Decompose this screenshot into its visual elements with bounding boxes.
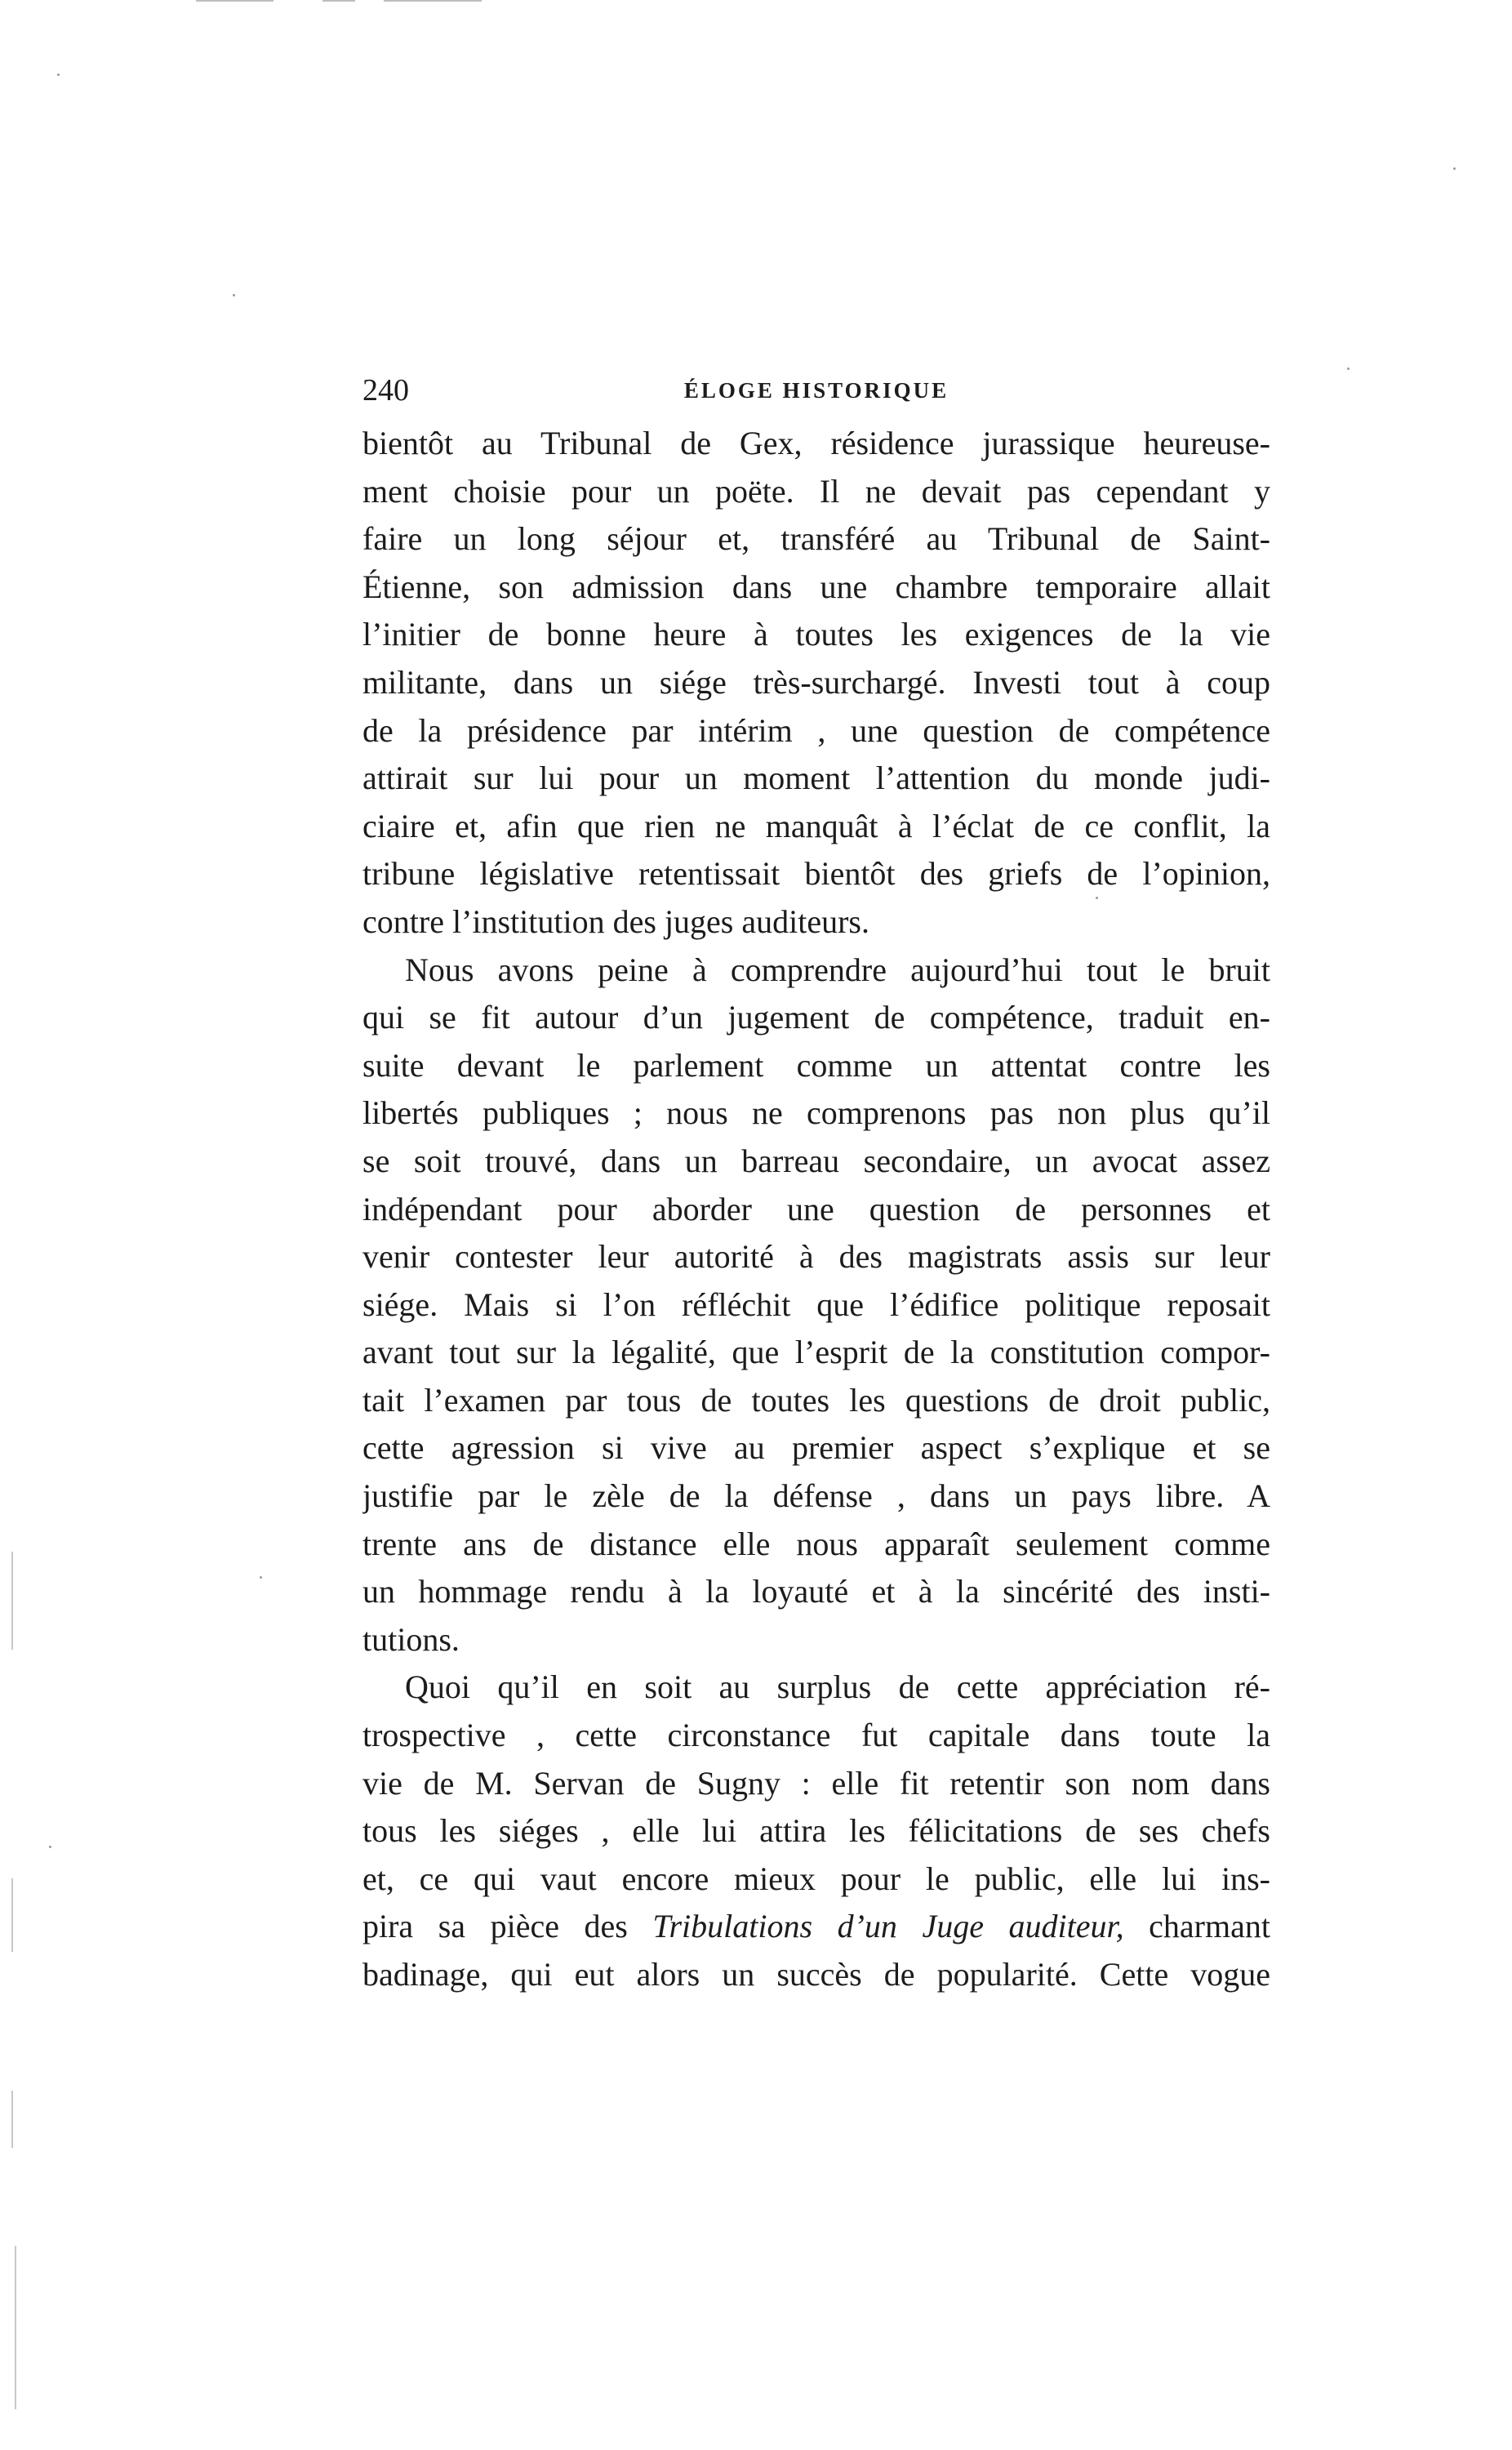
margin-mark <box>11 1552 13 1650</box>
text-line: Nous avons peine à comprendre aujourd’hui tout le bruit <box>405 951 1270 988</box>
text-line: tutions. <box>362 1620 460 1658</box>
text-line: faire un long séjour et, transféré au Tribunal de Saint- <box>362 520 1270 558</box>
text-line-with-title <box>362 1903 1270 1951</box>
text-line: badinage, qui eut alors un succès de popularité. Cette vogue <box>362 1956 1270 1993</box>
top-edge-rule <box>196 0 273 2</box>
scan-speck <box>233 294 235 296</box>
text-segment: pira sa pièce des <box>362 1908 653 1945</box>
top-edge-rule <box>384 0 482 2</box>
text-line: un hommage rendu à la loyauté et à la sincérité des insti- <box>362 1573 1270 1610</box>
text-line: de la présidence par intérim , une question de compétence <box>362 711 1270 749</box>
text-line: siége. Mais si l’on réfléchit que l’édifice politique reposait <box>362 1285 1270 1323</box>
scan-speck <box>260 1576 262 1579</box>
text-segment: charmant <box>1123 1908 1270 1945</box>
margin-mark <box>11 2091 13 2148</box>
text-line: libertés publiques ; nous ne comprenons pas non plus qu’il <box>362 1094 1270 1132</box>
text-line: contre l’institution des juges auditeurs. <box>362 902 869 940</box>
text-line: trente ans de distance elle nous apparaît seulement comme <box>362 1525 1270 1562</box>
text-line: venir contester leur autorité à des magistrats assis sur leur <box>362 1238 1270 1276</box>
text-line: tous les siéges , elle lui attira les félicitations de ses chefs <box>362 1812 1270 1850</box>
body-text <box>362 420 1270 1999</box>
text-line: trospective , cette circonstance fut capitale dans toute la <box>362 1717 1270 1754</box>
scan-speck <box>1453 167 1456 170</box>
text-line: attirait sur lui pour un moment l’attention du monde judi- <box>362 760 1270 797</box>
running-head <box>362 369 1270 412</box>
text-line: tribune législative retentissait bientôt des griefs de l’opinion, <box>362 855 1270 893</box>
text-line: Quoi qu’il en soit au surplus de cette appréciation ré- <box>405 1668 1270 1706</box>
text-line: l’initier de bonne heure à toutes les exigences de la vie <box>362 616 1270 653</box>
running-title: ÉLOGE HISTORIQUE <box>683 378 949 403</box>
scan-speck <box>1347 368 1350 370</box>
text-line: indépendant pour aborder une question de personnes et <box>362 1190 1270 1227</box>
text-line: Étienne, son admission dans une chambre temporaire allait <box>362 568 1270 605</box>
text-line: avant tout sur la légalité, que l’esprit de la constitution compor- <box>362 1334 1270 1371</box>
margin-mark <box>11 1878 13 1952</box>
text-line: vie de M. Servan de Sugny : elle fit retentir son nom dans <box>362 1764 1270 1802</box>
text-line: ciaire et, afin que rien ne manquât à l’éclat de ce conflit, la <box>362 807 1270 844</box>
text-line: qui se fit autour d’un jugement de compétence, traduit en- <box>362 999 1270 1036</box>
scan-speck <box>49 1846 51 1848</box>
text-line: justifie par le zèle de la défense , dans un pays libre. A <box>362 1477 1270 1515</box>
text-line: suite devant le parlement comme un attentat contre les <box>362 1046 1270 1084</box>
scan-speck <box>57 74 60 76</box>
text-line: cette agression si vive au premier aspect s’explique et se <box>362 1429 1270 1467</box>
top-edge-rule <box>322 0 355 2</box>
text-line: tait l’examen par tous de toutes les questions de droit public, <box>362 1381 1270 1419</box>
text-line: ment choisie pour un poëte. Il ne devait pas cependant y <box>362 472 1270 510</box>
work-title: Tribulations d’un Juge auditeur, <box>652 1908 1124 1945</box>
text-line: bientôt au Tribunal de Gex, résidence jurassique heureuse- <box>362 425 1270 461</box>
text-line: militante, dans un siége très-surchargé. Investi tout à coup <box>362 663 1270 701</box>
text-line: et, ce qui vaut encore mieux pour le public, elle lui ins- <box>362 1860 1270 1897</box>
text-line: se soit trouvé, dans un barreau secondaire, un avocat assez <box>362 1142 1270 1179</box>
page-number: 240 <box>362 373 409 408</box>
margin-mark <box>15 2246 16 2409</box>
